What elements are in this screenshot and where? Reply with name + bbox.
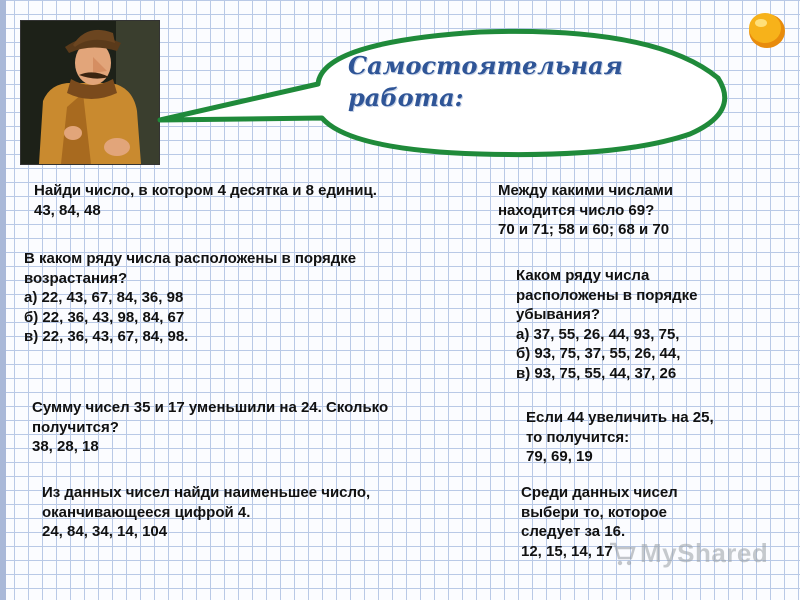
task-question: оканчивающееся цифрой 4. (42, 503, 251, 521)
task-between (498, 181, 673, 240)
task-question: выбери то, которое (521, 503, 667, 521)
title-line-2: работа: (348, 83, 464, 112)
task-question: Если 44 увеличить на 25, (526, 409, 714, 426)
task-question: Каком ряду числа (516, 267, 650, 284)
task-increase (526, 408, 714, 467)
task-ascending (24, 249, 356, 347)
task-options: 79, 69, 19 (526, 448, 593, 465)
character-portrait (20, 20, 160, 165)
task-options: 24, 84, 34, 14, 104 (42, 523, 168, 540)
task-option-a: а) 37, 55, 26, 44, 93, 75, (516, 325, 680, 343)
task-question: возрастания? (24, 269, 128, 287)
task-question: расположены в порядке (516, 286, 698, 304)
task-options: 12, 15, 14, 17 (521, 542, 613, 560)
bubble-title (348, 50, 668, 114)
title-line-1: Самостоятельная (348, 51, 623, 80)
task-descending (516, 266, 698, 383)
task-options: 70 и 71; 58 и 60; 68 и 70 (498, 221, 670, 238)
task-question: то получится: (526, 428, 630, 446)
page-edge (0, 0, 6, 600)
cartoon-character-portrait-icon (21, 21, 159, 164)
watermark-cart-icon (608, 540, 636, 568)
task-options: 43, 84, 48 (34, 201, 101, 219)
task-options: 38, 28, 18 (32, 438, 99, 455)
task-question: Из данных чисел найди наименьшее число, (42, 484, 371, 501)
task-smallest (42, 483, 370, 542)
task-question: убывания? (516, 306, 600, 323)
task-question: Найди число, в котором 4 десятка и 8 единиц. (34, 182, 377, 199)
task-option-b: б) 22, 36, 43, 98, 84, 67 (24, 308, 185, 326)
task-find-number (34, 181, 377, 220)
task-option-c: в) 93, 75, 55, 44, 37, 26 (516, 364, 677, 382)
gold-coin-icon (745, 8, 789, 52)
task-option-c: в) 22, 36, 43, 67, 84, 98. (24, 328, 189, 345)
task-sum (32, 398, 388, 457)
task-question: Сумму чисел 35 и 17 уменьшили на 24. Сколько (32, 399, 389, 416)
task-question: находится число 69? (498, 201, 655, 219)
task-option-a: а) 22, 43, 67, 84, 36, 98 (24, 289, 184, 306)
watermark: MyShared (640, 538, 769, 568)
task-question: следует за 16. (521, 523, 626, 540)
task-question: Между какими числами (498, 182, 674, 199)
task-option-b: б) 93, 75, 37, 55, 26, 44, (516, 345, 681, 362)
task-question: В каком ряду числа расположены в порядке (24, 250, 357, 267)
task-question: получится? (32, 418, 119, 436)
task-question: Среди данных чисел (521, 484, 678, 501)
